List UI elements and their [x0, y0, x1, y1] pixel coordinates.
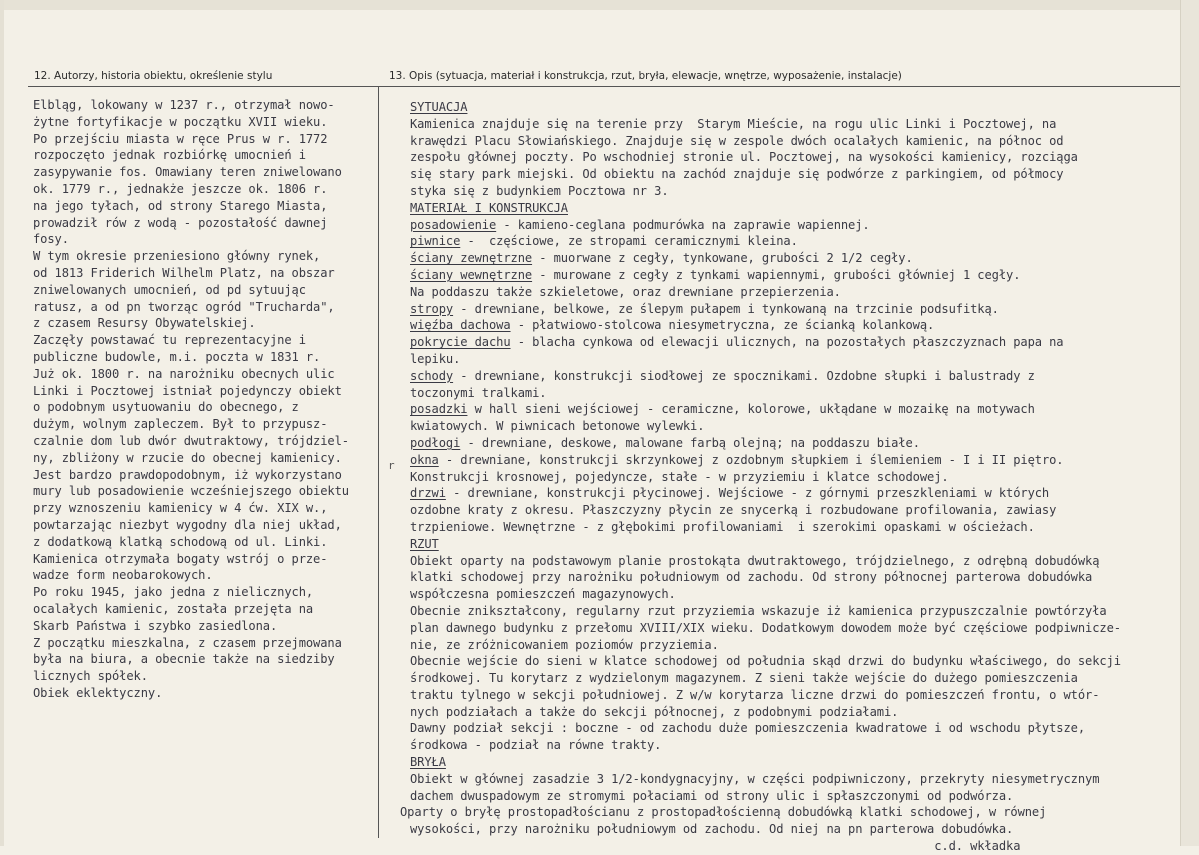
history-line: Elbląg, lokowany w 1237 r., otrzymał nowo-	[33, 98, 335, 112]
history-line: na jego tyłach, od strony Starego Miasta,	[33, 198, 328, 213]
description-line	[410, 502, 1182, 519]
underlined-term: piwnice	[410, 234, 461, 249]
line-text: styka się z budynkiem Pocztowa nr 3.	[410, 183, 669, 198]
history-line: od 1813 Friderich Wilhelm Platz, na obszar	[33, 265, 335, 280]
right-heading-rule	[378, 86, 1180, 87]
history-line: zasypywanie fos. Omawiany teren zniwelowano	[33, 165, 342, 180]
description-line	[410, 737, 1182, 754]
underlined-term: ściany zewnętrzne	[410, 251, 533, 266]
line-text: - blacha cynkowa od elewacji ulicznych, na pozostałych płaszczyznach papa na	[510, 335, 1064, 350]
underlined-term: więźba dachowa	[410, 318, 511, 333]
paper-edge-top	[0, 0, 1199, 10]
description-line	[410, 485, 1182, 502]
description-line	[410, 670, 1182, 687]
description-line	[410, 704, 1182, 721]
description-line	[410, 217, 1182, 234]
underlined-term: BRYŁA	[410, 755, 446, 770]
line-text: - częściowe, ze stropami ceramicznymi kleina.	[460, 234, 798, 249]
description-line	[410, 586, 1182, 603]
history-line: czalnie dom lub dwór dwutraktowy, trójdziel-	[33, 433, 349, 448]
section-13-heading: 13. Opis (sytuacja, materiał i konstrukcja, rzut, bryła, elewacje, wnętrze, wyposażenie, instalacje)	[389, 70, 902, 82]
underlined-term: okna	[410, 452, 439, 467]
underlined-term: MATERIAŁ I KONSTRUKCJA	[410, 200, 568, 215]
underlined-term: posadzki	[410, 402, 468, 417]
line-text: - muorwane z cegły, tynkowane, grubości 2 1/2 cegły.	[532, 251, 913, 266]
underlined-term: pokrycie dachu	[410, 335, 511, 350]
line-text: współczesna pomieszczeń magazynowych.	[410, 587, 676, 602]
description-line	[410, 687, 1182, 704]
description-line	[410, 838, 1182, 855]
history-line: Linki i Pocztowej istniał pojedynczy obiekt	[33, 383, 342, 398]
line-text: nych podziałach a także do sekcji północnej, z podobnymi podziałami.	[410, 704, 899, 719]
line-text: kwiatowych. W piwnicach betonowe wylewki.	[410, 419, 705, 434]
line-text: Obecnie znikształcony, regularny rzut przyziemia wskazuje iż kamienica przypuszczalnie powtórzyła	[410, 603, 1107, 618]
paper-edge-right	[1180, 0, 1199, 846]
description-line	[410, 603, 1182, 620]
description-line	[410, 149, 1182, 166]
history-line: Po przejściu miasta w ręce Prus w r. 1772	[33, 131, 328, 146]
line-text: klatki schodowej przy narożniku południowym od zachodu. Od strony północnej parterowa dobudówka	[410, 570, 1093, 585]
line-text: się stary park miejski. Od obiektu na zachód znajduje się podwórze z parkingiem, od półmocy	[410, 167, 1064, 182]
description-line	[410, 284, 1182, 301]
line-text: Konstrukcji krosnowej, pojedyncze, stałe - w przyziemiu i klatce schodowej.	[410, 469, 949, 484]
description-line	[410, 553, 1182, 570]
history-line: przy wznoszeniu kamienicy w 4 ćw. XIX w.,	[33, 501, 328, 516]
history-line: Zaczęły powstawać tu reprezentacyjne i	[33, 333, 306, 348]
line-text: Na poddaszu także szkieletowe, oraz drewniane przepierzenia.	[410, 284, 841, 299]
line-text: nie, ze zróżnicowaniem poziomów przyziemia.	[410, 637, 719, 652]
description-line	[410, 116, 1182, 133]
description-line	[410, 183, 1182, 200]
line-text: plan dawnego budynku z przełomu XVIII/XIX wieku. Dodatkowym dowodem może być częściowe podpiwnicze-	[410, 620, 1121, 635]
line-text: - drewniane, konstrukcji płycinowej. Wejściowe - z górnymi przeszkleniami w których	[445, 486, 1050, 501]
history-line: ok. 1779 r., jednakże jeszcze ok. 1806 r.	[33, 181, 328, 196]
description-line	[410, 637, 1182, 654]
description-line	[410, 435, 1182, 452]
description-line	[410, 166, 1182, 183]
history-line: wadze form neobarokowych.	[33, 568, 213, 583]
underlined-term: stropy	[410, 301, 454, 316]
description-line	[410, 385, 1182, 402]
stray-mark: r	[388, 459, 395, 472]
history-line: z dodatkową klatką schodową od ul. Linki.	[33, 534, 328, 549]
line-text: - płatwiowo-stolcowa niesymetryczna, ze ścianką kolankową.	[510, 318, 935, 333]
description-line	[410, 267, 1182, 284]
history-line: prowadził rów z wodą - pozostałość dawnej	[33, 215, 328, 230]
description-line	[410, 788, 1182, 805]
history-line: Kamienica otrzymała bogaty wstrój o prze-	[33, 551, 328, 566]
history-line: zniwelowanych umocnień, od pd sytuując	[33, 282, 306, 297]
description-line	[410, 569, 1182, 586]
description-text-column	[400, 99, 1182, 855]
underlined-term: posadowienie	[410, 217, 497, 232]
description-line	[410, 301, 1182, 318]
history-line: była na biura, a obecnie także na siedziby	[33, 652, 335, 667]
description-line	[410, 536, 1182, 553]
description-line	[410, 351, 1182, 368]
description-line	[410, 452, 1182, 469]
description-line	[410, 401, 1182, 418]
line-text: - drewniane, konstrukcji siodłowej ze spocznikami. Ozdobne słupki i balustrady z	[453, 368, 1035, 383]
description-line	[410, 418, 1182, 435]
description-line	[410, 653, 1182, 670]
history-line: dużym, wolnym zapleczem. Był to przypusz-	[33, 417, 328, 432]
line-text: lepiku.	[410, 351, 461, 366]
history-line: o podobnym usytuowaniu do obecnego, z	[33, 400, 299, 415]
left-heading-rule	[28, 86, 378, 87]
description-line	[410, 317, 1182, 334]
history-line: żytne fortyfikacje w początku XVII wieku.	[33, 114, 328, 129]
description-line	[410, 771, 1182, 788]
line-text: - drewniane, deskowe, malowane farbą olejną; na poddaszu białe.	[460, 435, 920, 450]
line-text: Obiekt w głównej zasadzie 3 1/2-kondygnacyjny, w części podpiwniczony, przekryty niesymetrycznym	[410, 771, 1100, 786]
line-text: wysokości, przy narożniku południowym od zachodu. Od niej na pn parterowa dobudówka.	[410, 822, 1014, 837]
description-line	[410, 469, 1182, 486]
column-divider	[378, 86, 379, 838]
history-line: Po roku 1945, jako jedna z nielicznych,	[33, 585, 314, 600]
line-text: - kamieno-ceglana podmurówka na zaprawie wapiennej.	[496, 217, 870, 232]
line-text: Kamienica znajduje się na terenie przy Starym Mieście, na rogu ulic Linki i Pocztowej, na	[410, 116, 1057, 131]
description-line	[400, 804, 1182, 821]
history-line: ny, zbliżony w rzucie do obecnej kamienicy.	[33, 450, 342, 465]
line-text: krawędzi Placu Słowiańskiego. Znajduje się w zespole dwóch ocalałych kamienic, na północ od	[410, 133, 1064, 148]
history-line: Jest bardzo prawdopodobnym, iż wykorzystano	[33, 467, 342, 482]
description-line	[410, 519, 1182, 536]
history-text-column	[33, 97, 373, 702]
description-line	[410, 720, 1182, 737]
line-text: Obiekt oparty na podstawowym planie prostokąta dwutraktowego, trójdzielnego, z odrębną dobudówką	[410, 553, 1100, 568]
line-text: w hall sieni wejściowej - ceramiczne, kolorowe, ukłądane w mozaikę na motywach	[467, 402, 1035, 417]
paper-edge-left	[0, 0, 4, 846]
line-text: dachem dwuspadowym ze stromymi połaciami od strony ulic i spłaszczonymi od podwórza.	[410, 788, 1014, 803]
history-line: publiczne budowle, m.i. poczta w 1831 r.	[33, 349, 321, 364]
line-text: środkowa - podział na równe trakty.	[410, 738, 662, 753]
line-text: c.d. wkładka	[410, 839, 1021, 854]
line-text: - drewniane, konstrukcji skrzynkowej z ozdobnym słupkiem i ślemieniem - I i II piętro.	[438, 452, 1064, 467]
underlined-term: ściany wewnętrzne	[410, 267, 533, 282]
history-line: licznych spółek.	[33, 669, 148, 684]
line-text: traktu tylnego w sekcji południowej. Z w/w korytarza liczne drzwi do pomieszczeń frontu, o wtór-	[410, 687, 1100, 702]
line-text: toczonymi tralkami.	[410, 385, 547, 400]
history-line: W tym okresie przeniesiono główny rynek,	[33, 249, 321, 264]
history-line: Skarb Państwa i szybko zasiedlona.	[33, 618, 278, 633]
underlined-term: SYTUACJA	[410, 100, 468, 114]
section-12-heading: 12. Autorzy, historia obiektu, określenie stylu	[34, 70, 273, 82]
history-line: z czasem Resursy Obywatelskiej.	[33, 316, 256, 331]
line-text: Oparty o bryłę prostopadłościanu z prostopadłościenną dobudówką klatki schodowej, w równej	[400, 805, 1047, 820]
description-line	[410, 821, 1182, 838]
history-line: powtarzając niezbyt wygodny dla niej układ,	[33, 517, 342, 532]
history-line: rozpoczęto jednak rozbiórkę umocnień i	[33, 148, 306, 163]
underlined-term: RZUT	[410, 536, 439, 551]
history-line: Z początku mieszkalna, z czasem przejmowana	[33, 635, 342, 650]
line-text: trzpieniowe. Wewnętrzne - z głębokimi profilowaniami i szerokimi opaskami w ościeżach.	[410, 519, 1035, 534]
history-line: ocalałych kamienic, została przejęta na	[33, 601, 314, 616]
description-line	[410, 99, 1182, 116]
history-line: Obiek eklektyczny.	[33, 685, 163, 700]
description-line	[410, 754, 1182, 771]
description-line	[410, 133, 1182, 150]
description-line	[410, 250, 1182, 267]
description-line	[410, 368, 1182, 385]
line-text: Obecnie wejście do sieni w klatce schodowej od południa skąd drzwi do budynku właściwego, do sekcji	[410, 654, 1121, 669]
description-line	[410, 620, 1182, 637]
underlined-term: drzwi	[410, 486, 446, 501]
line-text: środkowej. Tu korytarz z wydzielonym magazynem. Z sieni także wejście do dużego pomieszczenia	[410, 671, 1078, 686]
line-text: zespołu głównej poczty. Po wschodniej stronie ul. Pocztowej, na wysokości kamienicy, rozciąga	[410, 150, 1078, 165]
history-line: Już ok. 1800 r. na narożniku obecnych ulic	[33, 366, 335, 381]
line-text: - drewniane, belkowe, ze ślepym pułapem i tynkowaną na trzcinie podsufitką.	[453, 301, 999, 316]
line-text: - murowane z cegły z tynkami wapiennymi, grubości główniej 1 cegły.	[532, 267, 1021, 282]
history-line: mury lub posadowienie wcześniejszego obiektu	[33, 484, 349, 499]
description-line	[410, 334, 1182, 351]
history-line: ratusz, a od pn tworząc ogród "Trucharda",	[33, 299, 335, 314]
history-line: fosy.	[33, 232, 69, 247]
description-line	[410, 200, 1182, 217]
description-line	[410, 233, 1182, 250]
line-text: Dawny podział sekcji : boczne - od zachodu duże pomieszczenia kwadratowe i od wschodu płytsze,	[410, 721, 1086, 736]
underlined-term: schody	[410, 368, 454, 383]
underlined-term: podłogi	[410, 435, 461, 450]
line-text: ozdobne kraty z okresu. Płaszczyzny płycin ze snycerką i rozbudowane profilowania, zawiasy	[410, 503, 1057, 518]
